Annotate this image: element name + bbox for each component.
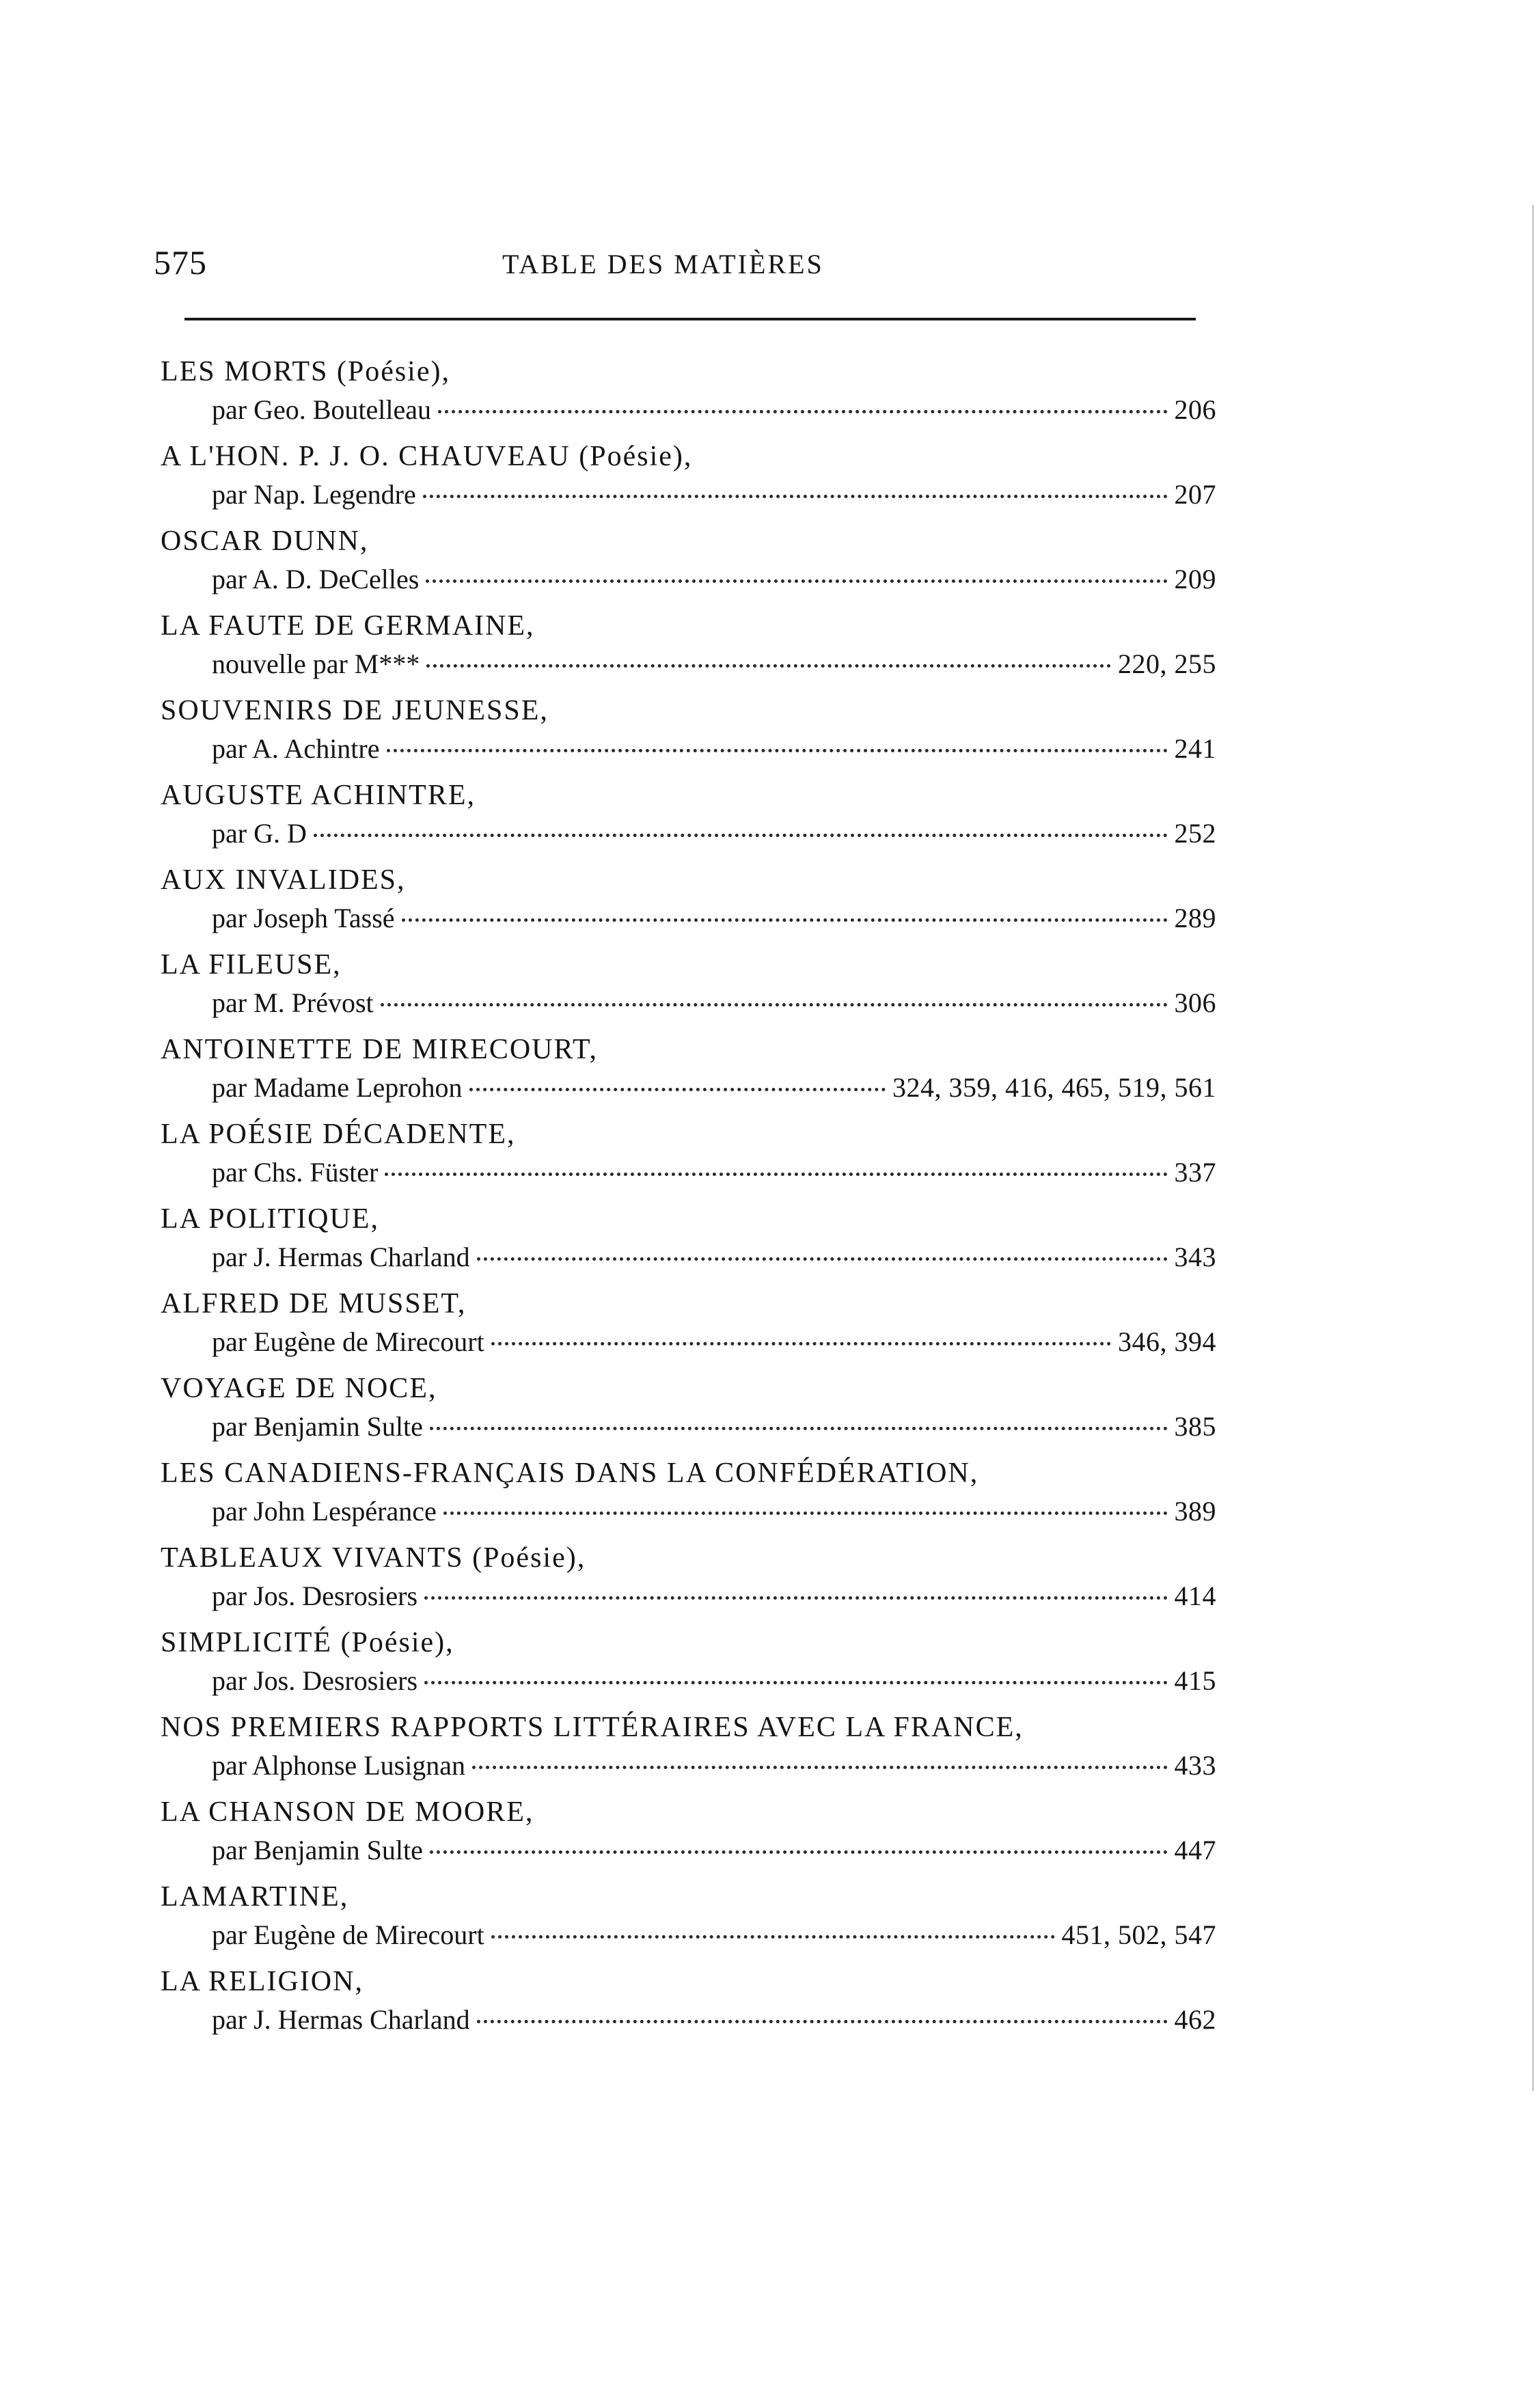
- page-title: TABLE DES MATIÈRES: [502, 249, 824, 279]
- entry-title: AUX INVALIDES,: [161, 864, 406, 896]
- table-of-contents: [161, 355, 1216, 2050]
- entry-line: [212, 1071, 1216, 1104]
- dot-leader: [385, 1173, 1167, 1176]
- entry-title: ALFRED DE MUSSET,: [161, 1288, 467, 1319]
- entry-line: [212, 2003, 1216, 2036]
- toc-entry: [161, 440, 1216, 525]
- toc-entry: [161, 948, 1216, 1033]
- entry-title: LAMARTINE,: [161, 1881, 349, 1913]
- entry-author: par Jos. Desrosiers: [212, 1581, 418, 1611]
- toc-entry: [161, 1372, 1216, 1457]
- entry-title: LES MORTS (Poésie),: [161, 356, 450, 387]
- entry-pages: 433: [1174, 1750, 1216, 1781]
- entry-pages: 324, 359, 416, 465, 519, 561: [892, 1072, 1216, 1103]
- entry-title: LA FAUTE DE GERMAINE,: [161, 610, 535, 642]
- dot-leader: [472, 1766, 1167, 1769]
- entry-pages: 447: [1174, 1835, 1216, 1865]
- toc-entry: [161, 525, 1216, 610]
- entry-pages: 451, 502, 547: [1061, 1919, 1216, 1950]
- toc-entry: [161, 1626, 1216, 1711]
- entry-title: LA POÉSIE DÉCADENTE,: [161, 1119, 516, 1150]
- entry-line: [212, 1326, 1216, 1358]
- entry-title: LA POLITIQUE,: [161, 1203, 379, 1235]
- toc-entry: [161, 694, 1216, 779]
- entry-pages: 206: [1174, 394, 1216, 425]
- entry-author: nouvelle par M***: [212, 648, 420, 679]
- entry-line: [212, 648, 1216, 680]
- dot-leader: [314, 834, 1168, 837]
- entry-author: par A. Achintre: [212, 733, 380, 764]
- entry-pages: 337: [1174, 1157, 1216, 1188]
- entry-pages: 289: [1174, 903, 1216, 933]
- entry-author: par Joseph Tassé: [212, 903, 395, 933]
- dot-leader: [426, 579, 1167, 583]
- entry-line: [212, 1241, 1216, 1273]
- entry-line: [212, 1834, 1216, 1866]
- dot-leader: [438, 410, 1168, 413]
- toc-entry: [161, 1711, 1216, 1796]
- entry-line: [212, 1495, 1216, 1527]
- entry-title: VOYAGE DE NOCE,: [161, 1373, 437, 1404]
- entry-pages: 306: [1174, 987, 1216, 1018]
- entry-line: [212, 1665, 1216, 1697]
- entry-line: [212, 987, 1216, 1019]
- entry-pages: 252: [1174, 818, 1216, 849]
- toc-entry: [161, 1118, 1216, 1203]
- entry-pages: 414: [1174, 1581, 1216, 1611]
- entry-author: par Eugène de Mirecourt: [212, 1919, 484, 1950]
- toc-entry: [161, 1880, 1216, 1965]
- entry-pages: 462: [1174, 2004, 1216, 2035]
- entry-title: ANTOINETTE DE MIRECOURT,: [161, 1034, 599, 1065]
- dot-leader: [423, 495, 1168, 498]
- dot-leader: [443, 1511, 1168, 1515]
- dot-leader: [387, 749, 1168, 752]
- dot-leader: [426, 664, 1111, 668]
- entry-line: [212, 817, 1216, 849]
- toc-entry: [161, 864, 1216, 948]
- dot-leader: [424, 1681, 1167, 1684]
- entry-line: [212, 1156, 1216, 1188]
- entry-author: par A. D. DeCelles: [212, 564, 420, 594]
- entry-author: par G. D: [212, 818, 307, 849]
- dot-leader: [477, 1257, 1168, 1261]
- entry-title: LA RELIGION,: [161, 1966, 364, 1997]
- dot-leader: [469, 1088, 886, 1091]
- dot-leader: [491, 1935, 1055, 1939]
- entry-pages: 343: [1174, 1242, 1216, 1272]
- entry-line: [212, 1580, 1216, 1612]
- toc-entry: [161, 1457, 1216, 1542]
- entry-author: par Geo. Boutelleau: [212, 394, 431, 425]
- dot-leader: [381, 1003, 1168, 1007]
- toc-entry: [161, 1203, 1216, 1287]
- entry-author: par Eugène de Mirecourt: [212, 1326, 484, 1357]
- entry-pages: 385: [1174, 1411, 1216, 1442]
- dot-leader: [402, 918, 1168, 922]
- entry-pages: 207: [1174, 479, 1216, 510]
- entry-author: par Madame Leprohon: [212, 1072, 463, 1103]
- page-number: 575: [154, 243, 207, 282]
- toc-entry: [161, 1033, 1216, 1118]
- entry-title: OSCAR DUNN,: [161, 525, 369, 557]
- entry-title: AUGUSTE ACHINTRE,: [161, 780, 476, 811]
- toc-entry: [161, 355, 1216, 440]
- toc-entry: [161, 1287, 1216, 1372]
- entry-pages: 389: [1174, 1496, 1216, 1527]
- entry-pages: 346, 394: [1118, 1326, 1216, 1357]
- dot-leader: [477, 2020, 1168, 2023]
- entry-title: A L'HON. P. J. O. CHAUVEAU (Poésie),: [161, 441, 693, 472]
- entry-author: par Chs. Füster: [212, 1157, 379, 1188]
- entry-title: NOS PREMIERS RAPPORTS LITTÉRAIRES AVEC LA FRANCE,: [161, 1712, 1024, 1743]
- toc-entry: [161, 779, 1216, 864]
- header-rule: [184, 318, 1196, 320]
- toc-entry: [161, 1796, 1216, 1880]
- entry-line: [212, 1410, 1216, 1442]
- entry-title: TABLEAUX VIVANTS (Poésie),: [161, 1542, 586, 1574]
- entry-author: par J. Hermas Charland: [212, 2004, 470, 2035]
- entry-author: par Benjamin Sulte: [212, 1411, 423, 1442]
- entry-line: [212, 1919, 1216, 1951]
- entry-title: SIMPLICITÉ (Poésie),: [161, 1627, 454, 1658]
- toc-entry: [161, 1542, 1216, 1626]
- entry-author: par Nap. Legendre: [212, 479, 416, 510]
- entry-line: [212, 1749, 1216, 1781]
- entry-title: SOUVENIRS DE JEUNESSE,: [161, 695, 549, 726]
- entry-line: [212, 733, 1216, 765]
- entry-author: par Alphonse Lusignan: [212, 1750, 466, 1781]
- entry-author: par Jos. Desrosiers: [212, 1665, 418, 1696]
- entry-title: LA CHANSON DE MOORE,: [161, 1796, 534, 1828]
- entry-pages: 415: [1174, 1665, 1216, 1696]
- entry-line: [212, 394, 1216, 426]
- entry-author: par Benjamin Sulte: [212, 1835, 423, 1865]
- toc-entry: [161, 610, 1216, 694]
- dot-leader: [430, 1427, 1168, 1430]
- running-head: [154, 243, 1206, 290]
- dot-leader: [430, 1850, 1168, 1854]
- dot-leader: [424, 1596, 1167, 1600]
- entry-author: par John Lespérance: [212, 1496, 437, 1527]
- entry-author: par M. Prévost: [212, 987, 374, 1018]
- toc-entry: [161, 1965, 1216, 2050]
- entry-line: [212, 563, 1216, 595]
- entry-author: par J. Hermas Charland: [212, 1242, 470, 1272]
- entry-title: LES CANADIENS-FRANÇAIS DANS LA CONFÉDÉRATION,: [161, 1458, 979, 1489]
- entry-line: [212, 902, 1216, 934]
- entry-pages: 241: [1174, 733, 1216, 764]
- entry-title: LA FILEUSE,: [161, 949, 342, 981]
- entry-line: [212, 478, 1216, 510]
- entry-pages: 209: [1174, 564, 1216, 594]
- dot-leader: [491, 1342, 1111, 1345]
- entry-pages: 220, 255: [1118, 648, 1216, 679]
